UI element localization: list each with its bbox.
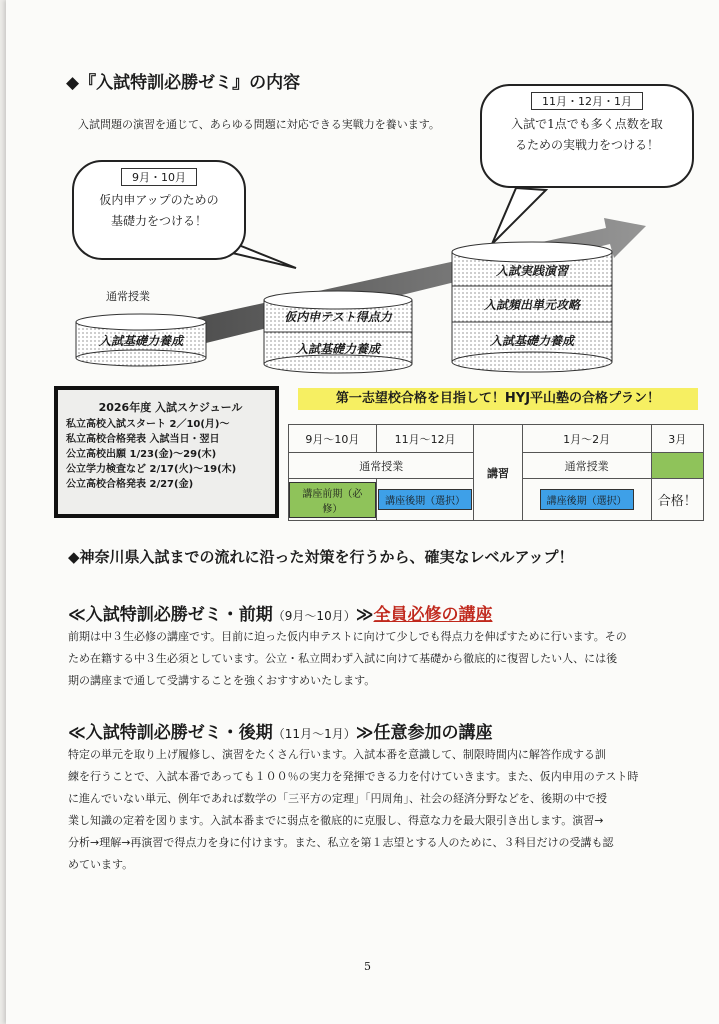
- plan-table: [288, 424, 704, 521]
- schedule-title: 2026年度 入試スケジュール: [98, 401, 243, 414]
- late-tag: 任意参加の講座: [373, 723, 493, 743]
- late-head: ≪入試特訓必勝ゼミ・後期: [68, 723, 273, 743]
- cylinder-right-label: 入試実践演習: [495, 264, 568, 278]
- schedule-row: 公立高校出願 1/23(金)～29(木): [66, 449, 217, 460]
- bubble-right-line: 入試で1点でも多く点数を取: [511, 117, 663, 131]
- early-section-heading: [68, 600, 493, 625]
- page-number: 5: [364, 960, 371, 973]
- early-period: （9月～10月）: [272, 609, 356, 623]
- late-line: 分析→理解→再演習で得点力を身に付けます。また、私立を第１志望とする人のために、３科目だけの受講も認: [68, 836, 614, 849]
- early-tag: 全員必修の講座: [373, 605, 493, 625]
- speech-bubble-left: [72, 160, 246, 260]
- bubble-right-tag: 11月・12月・1月: [531, 92, 643, 110]
- plan-title: 第一志望校合格を目指して！HYJ平山塾の合格プラン！: [298, 388, 698, 410]
- early-line: 期の講座まで通して受講することを強くおすすめいたします。: [68, 674, 376, 687]
- cylinder-middle-label: 入試基礎力養成: [295, 342, 380, 356]
- late-line: に進んでいない単元、例年であれば数学の「三平方の定理」「円周角」、社会の経済分野などを、後期の中で授: [68, 792, 607, 805]
- late-section-heading: [68, 718, 493, 743]
- bubble-left-line: 基礎力をつける！: [110, 214, 207, 228]
- plan-header: 1月～2月: [522, 425, 651, 453]
- early-line: 前期は中３生必修の講座です。目前に迫った仮内申テストに向けて少しでも得点力を伸ばすために行います。その: [68, 630, 627, 643]
- cylinder-middle-label: 仮内申テスト得点力: [284, 310, 392, 324]
- plan-header: 9月～10月: [289, 425, 377, 453]
- schedule-row: 私立高校合格発表 入試当日・翌日: [66, 434, 220, 445]
- late-line: 特定の単元を取り上げ履修し、演習をたくさん行います。入試本番を意識して、制限時間内に解答作成する訓: [68, 748, 606, 761]
- course-late-chip: 講座後期（選択）: [540, 489, 634, 510]
- page-heading: ◆『入試特訓必勝ゼミ』の内容: [66, 73, 301, 93]
- course-late-chip: 講座後期（選択）: [378, 489, 472, 510]
- intro-text: 入試問題の演習を通じて、あらゆる問題に対応できる実戦力を養います。: [78, 118, 440, 131]
- early-head: ≪入試特訓必勝ゼミ・前期: [68, 605, 273, 625]
- plan-cell: [289, 479, 377, 521]
- document-page: [6, 0, 719, 1024]
- bubble-left-line: 仮内申アップのための: [99, 193, 219, 207]
- schedule-row: 公立高校合格発表 2/27(金): [66, 479, 194, 490]
- schedule-row: 私立高校入試スタート 2／10(月)～: [66, 419, 230, 430]
- late-line: 練を行うことで、入試本番であっても１００％の実力を発揮できる力を付けていきます。また、仮内申用のテスト時: [68, 770, 639, 783]
- plan-kousyu: 講習: [474, 425, 522, 521]
- early-close: ≫: [355, 605, 374, 625]
- plan-march-fill: [651, 453, 703, 479]
- regular-class-label: 通常授業: [106, 290, 150, 303]
- bubble-right-line: るための実戦力をつける！: [514, 138, 659, 152]
- course-early-chip: 講座前期（必修）: [289, 482, 376, 518]
- plan-pass: 合格！: [651, 479, 703, 521]
- late-body: [68, 744, 688, 876]
- late-line: 業し知識の定着を図ります。入試本番までに弱点を徹底的に克服し、得意な力を最大限引き出します。演習→: [68, 814, 604, 827]
- cylinder-middle: [264, 291, 412, 373]
- late-period: （11月～1月）: [272, 727, 356, 741]
- plan-cell: [522, 479, 651, 521]
- early-line: ため在籍する中３生必須としています。公立・私立問わず入試に向けて基礎から徹底的に復習したい人、には後: [68, 652, 618, 665]
- late-line: めています。: [68, 858, 134, 871]
- schedule-row: 公立学力検査など 2/17(火)～19(木): [66, 464, 237, 475]
- plan-header: 3月: [651, 425, 703, 453]
- early-body: [68, 626, 688, 692]
- cylinder-left-label: 入試基礎力養成: [98, 334, 183, 348]
- speech-bubble-right: [480, 84, 694, 188]
- flow-heading: ◆神奈川県入試までの流れに沿った対策を行うから、確実なレベルアップ！: [68, 548, 574, 566]
- cylinder-right-label: 入試頻出単元攻略: [483, 298, 580, 312]
- cylinder-right-label: 入試基礎力養成: [489, 334, 574, 348]
- bubble-left-tag: 9月・10月: [121, 168, 197, 186]
- plan-regular-right: 通常授業: [522, 453, 651, 479]
- exam-schedule-box: [54, 386, 279, 518]
- late-close: ≫: [355, 723, 374, 743]
- plan-header: 11月～12月: [376, 425, 474, 453]
- plan-cell: [376, 479, 474, 521]
- plan-regular-left: 通常授業: [289, 453, 474, 479]
